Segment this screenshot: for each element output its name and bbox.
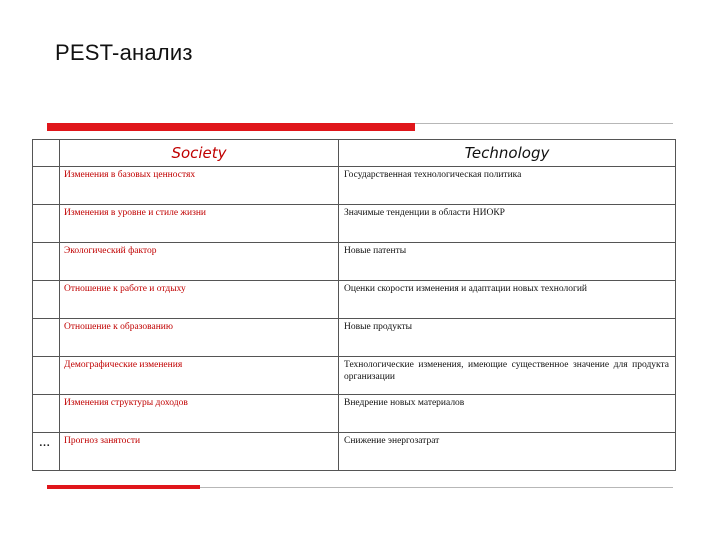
technology-text: Государственная технологическая политика [344,170,522,180]
technology-cell [339,433,676,471]
page-title: PEST-анализ [55,40,193,65]
technology-cell [339,395,676,433]
table-row [33,281,676,319]
technology-text: Снижение энергозатрат [344,436,440,446]
row-marker [33,281,59,285]
technology-header: Technology [339,140,676,167]
society-text: Отношение к работе и отдыху [64,284,186,294]
table-header-row [33,140,676,167]
row-marker-cell [33,319,60,357]
society-text: Прогноз занятости [64,436,141,446]
society-cell [60,167,339,205]
technology-text: Новые патенты [344,246,407,256]
row-marker-cell [33,357,60,395]
society-cell [60,319,339,357]
table-row [33,395,676,433]
row-marker [33,167,59,171]
technology-cell [339,243,676,281]
row-marker-cell [33,243,60,281]
society-text: Изменения в базовых ценностях [64,170,196,180]
technology-cell [339,281,676,319]
table-row [33,243,676,281]
table-row [33,319,676,357]
society-text: Экологический фактор [64,246,157,256]
society-cell [60,357,339,395]
row-marker [33,357,59,361]
row-marker: … [39,437,50,449]
technology-cell [339,319,676,357]
row-marker [33,205,59,209]
row-marker-cell [33,205,60,243]
header-corner-cell [33,140,60,167]
society-cell [60,205,339,243]
technology-text: Оценки скорости изменения и адаптации новых технологий [344,284,588,294]
technology-cell [339,357,676,395]
row-marker-cell [33,281,60,319]
top-accent-bar [47,123,415,131]
row-marker [33,319,59,323]
society-text: Демографические изменения [64,360,183,370]
technology-text: Технологические изменения, имеющие существенное значение для продукта организации [344,360,669,382]
row-marker-cell [33,167,60,205]
society-cell [60,395,339,433]
society-header: Society [60,140,339,167]
technology-text: Значимые тенденции в области НИОКР [344,208,505,218]
table-row [33,357,676,395]
row-marker-cell [33,433,60,471]
society-text: Изменения в уровне и стиле жизни [64,208,207,218]
technology-text: Внедрение новых материалов [344,398,465,408]
row-marker-cell [33,395,60,433]
table-row [33,205,676,243]
row-marker [33,395,59,399]
technology-text: Новые продукты [344,322,412,332]
table-row [33,433,676,471]
society-cell [60,281,339,319]
technology-cell [339,205,676,243]
society-text: Изменения структуры доходов [64,398,188,408]
society-text: Отношение к образованию [64,322,173,332]
society-cell [60,243,339,281]
table-row [33,167,676,205]
bottom-accent-bar [47,485,200,489]
technology-cell [339,167,676,205]
pest-table [32,139,676,471]
society-cell [60,433,339,471]
row-marker [33,243,59,247]
